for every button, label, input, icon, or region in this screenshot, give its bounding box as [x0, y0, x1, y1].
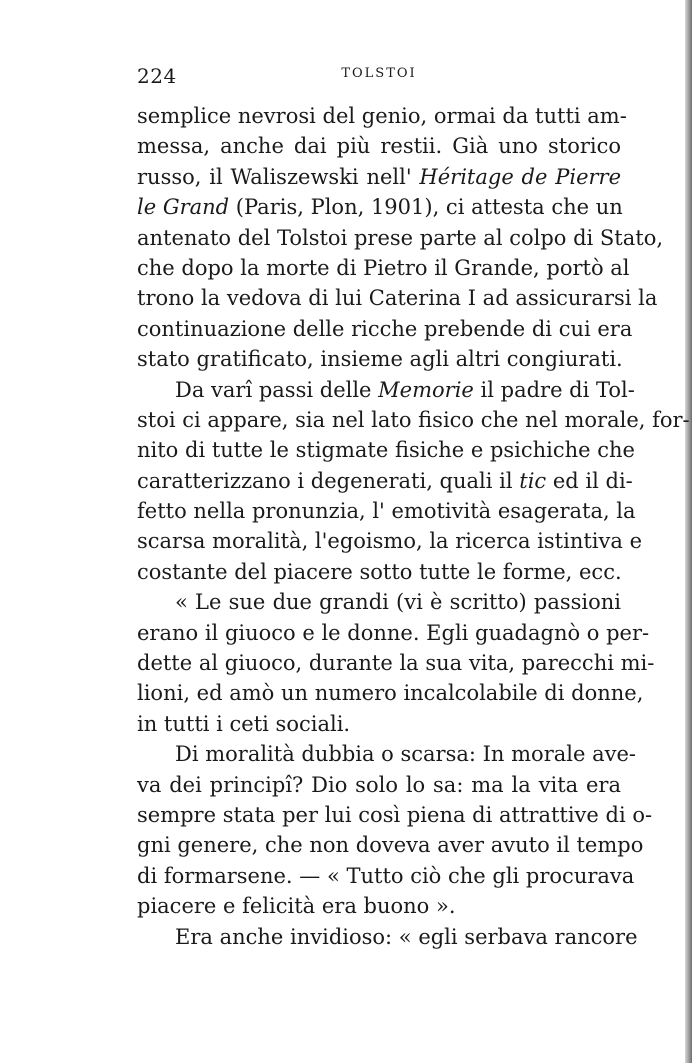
text-line: nito di tutte le stigmate fisiche e psichiche che: [137, 438, 635, 463]
italic-title: Héritage de Pierre: [419, 164, 622, 189]
running-head: [137, 64, 621, 88]
text-line: lioni, ed amò un numero incalcolabile di donne,: [137, 681, 644, 706]
page-edge-shadow: [685, 0, 692, 1063]
text-line: piacere e felicità era buono ».: [137, 894, 456, 919]
text-line: di formarsene. — « Tutto ciò che gli procurava: [137, 863, 635, 888]
text-line: Di moralità dubbia o scarsa: In morale ave-: [175, 742, 636, 767]
text-line: scarsa moralità, l'egoismo, la ricerca istintiva e: [137, 529, 642, 554]
text-line: va dei principî? Dio solo lo sa: ma la vita era: [137, 772, 621, 797]
text-line: « Le sue due grandi (vi è scritto) passioni: [175, 590, 621, 615]
italic-title: Memorie: [378, 377, 474, 402]
text-line: le Grand (Paris, Plon, 1901), ci attesta che un: [137, 195, 623, 220]
page-number: 224: [137, 64, 177, 88]
text-line: stato gratificato, insieme agli altri congiurati.: [137, 347, 623, 372]
text-line: erano il giuoco e le donne. Egli guadagnò o per-: [137, 620, 650, 645]
text-line: antenato del Tolstoi prese parte al colpo di Stato,: [137, 225, 664, 250]
text-line: Da varî passi delle Memorie il padre di Tol-: [175, 377, 635, 402]
text-line: continuazione delle ricche prebende di cui era: [137, 316, 633, 341]
text-line: gni genere, che non doveva aver avuto il tempo: [137, 833, 644, 858]
running-title: TOLSTOI: [341, 66, 417, 81]
text-line: Era anche invidioso: « egli serbava rancore: [175, 924, 638, 949]
text-line: stoi ci appare, sia nel lato fisico che nel morale, for-: [137, 407, 690, 432]
text-line: dette al giuoco, durante la sua vita, parecchi mi-: [137, 651, 655, 676]
italic-term: tic: [519, 468, 547, 493]
text-line: costante del piacere sotto tutte le forme, ecc.: [137, 559, 622, 584]
text-line: sempre stata per lui così piena di attrattive di o-: [137, 802, 653, 827]
body-text: [137, 101, 690, 952]
text-line: fetto nella pronunzia, l' emotività esagerata, la: [137, 499, 636, 524]
text-line: semplice nevrosi del genio, ormai da tutti am-: [137, 104, 627, 128]
text-line: caratterizzano i degenerati, quali il tic ed il di-: [137, 468, 633, 493]
text-line: messa, anche dai più restii. Già uno storico: [137, 134, 621, 159]
text-line: trono la vedova di lui Caterina I ad assicurarsi la: [137, 286, 658, 311]
text-line: russo, il Waliszewski nell' Héritage de Pierre: [137, 164, 622, 189]
italic-title: le Grand: [137, 195, 230, 220]
text-line: che dopo la morte di Pietro il Grande, portò al: [137, 255, 630, 280]
text-line: in tutti i ceti sociali.: [137, 711, 351, 736]
